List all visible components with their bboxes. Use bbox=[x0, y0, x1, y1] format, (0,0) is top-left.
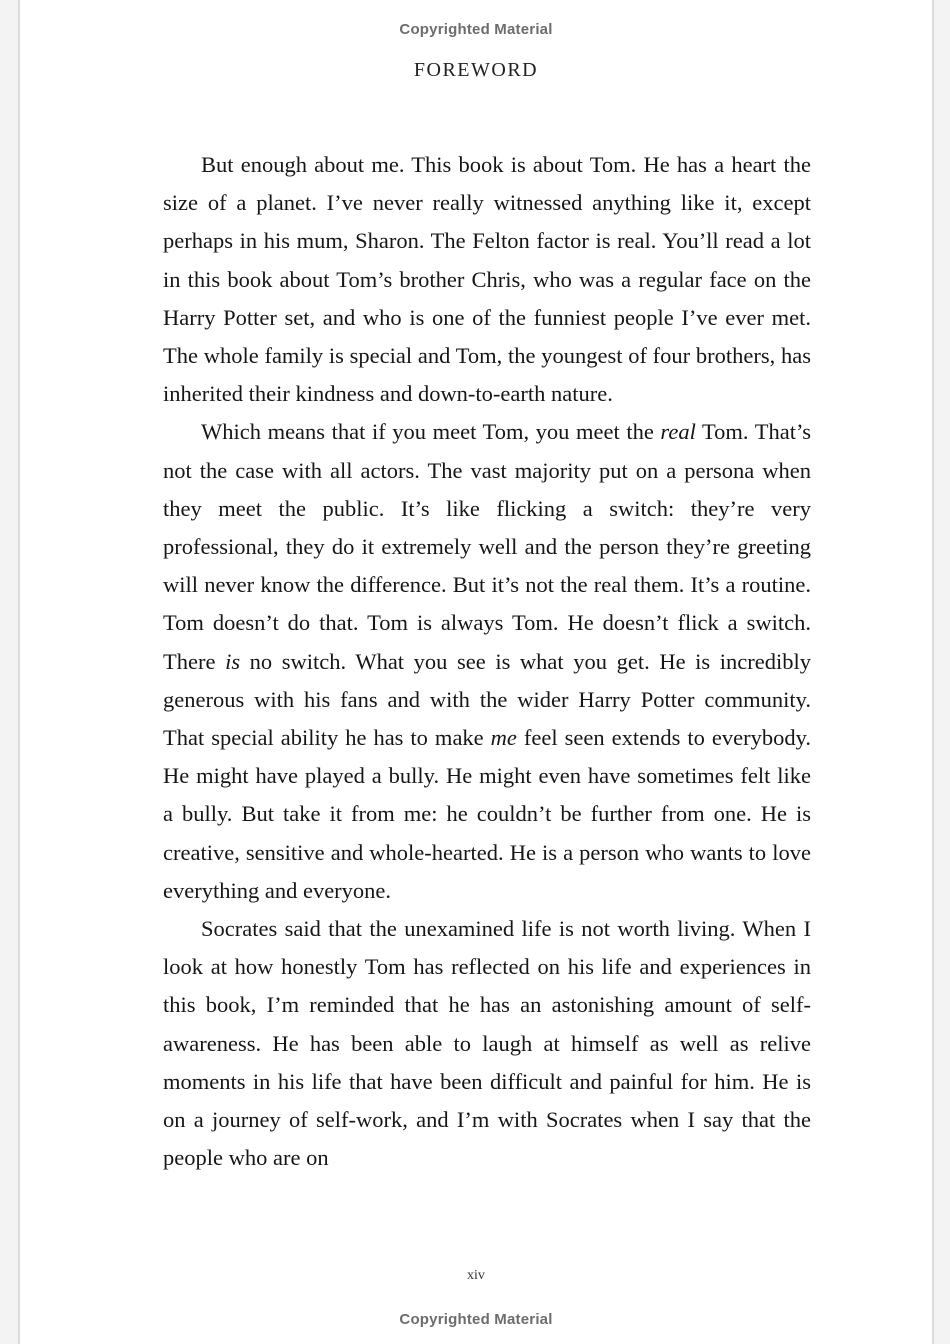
page-number: xiv bbox=[467, 1268, 485, 1283]
copyright-notice-top: Copyrighted Material bbox=[399, 21, 553, 38]
paragraph-2-text-2: Tom. That’s not the case with all actors. The vast majority put on a persona when they meet the public. It’s like flicking a switch: they’re very professional, they do it extremely well and the person they’re greeting will never know the difference. But it’s not the real them. It’s a routine. Tom doesn’t do that. Tom is always Tom. He doesn’t flick a switch. There bbox=[163, 419, 811, 674]
paragraph-2 bbox=[163, 413, 811, 910]
body-text bbox=[163, 146, 811, 1177]
emphasis-is: is bbox=[225, 648, 241, 674]
paragraph-3: Socrates said that the unexamined life is not worth living. When I look at how honestly Tom has reflected on his life and experiences in this book, I’m reminded that he has an astonishing amount of self-awareness. He has been able to laugh at himself as well as relive moments in his life that have been difficult and painful for him. He is on a journey of self-work, and I’m with Socrates when I say that the people who are on bbox=[163, 916, 811, 1171]
emphasis-real: real bbox=[660, 419, 696, 445]
paragraph-2-text-1: Which means that if you meet Tom, you meet the bbox=[201, 419, 661, 445]
paragraph-2-text-4: feel seen extends to everybody. He might have played a bully. He might even have sometimes felt like a bully. But take it from me: he couldn’t be further from one. He is creative, sensitive and whole-hearted. He is a person who wants to love everything and everyone. bbox=[163, 725, 811, 903]
emphasis-me: me bbox=[490, 725, 517, 751]
paragraph-1: But enough about me. This book is about Tom. He has a heart the size of a planet. I’ve never really witnessed anything like it, except perhaps in his mum, Sharon. The Felton factor is real. You’ll read a lot in this book about Tom’s brother Chris, who was a regular face on the Harry Potter set, and who is one of the funniest people I’ve ever met. The whole family is special and Tom, the youngest of four brothers, has inherited their kindness and down-to-earth nature. bbox=[163, 152, 811, 407]
running-head: FOREWORD bbox=[413, 59, 539, 81]
book-page bbox=[18, 0, 934, 1344]
copyright-notice-bottom: Copyrighted Material bbox=[399, 1311, 553, 1328]
paragraph-2-text-3: no switch. What you see is what you get. He is incredibly generous with his fans and with the wider Harry Potter community. That special ability he has to make bbox=[163, 648, 811, 751]
